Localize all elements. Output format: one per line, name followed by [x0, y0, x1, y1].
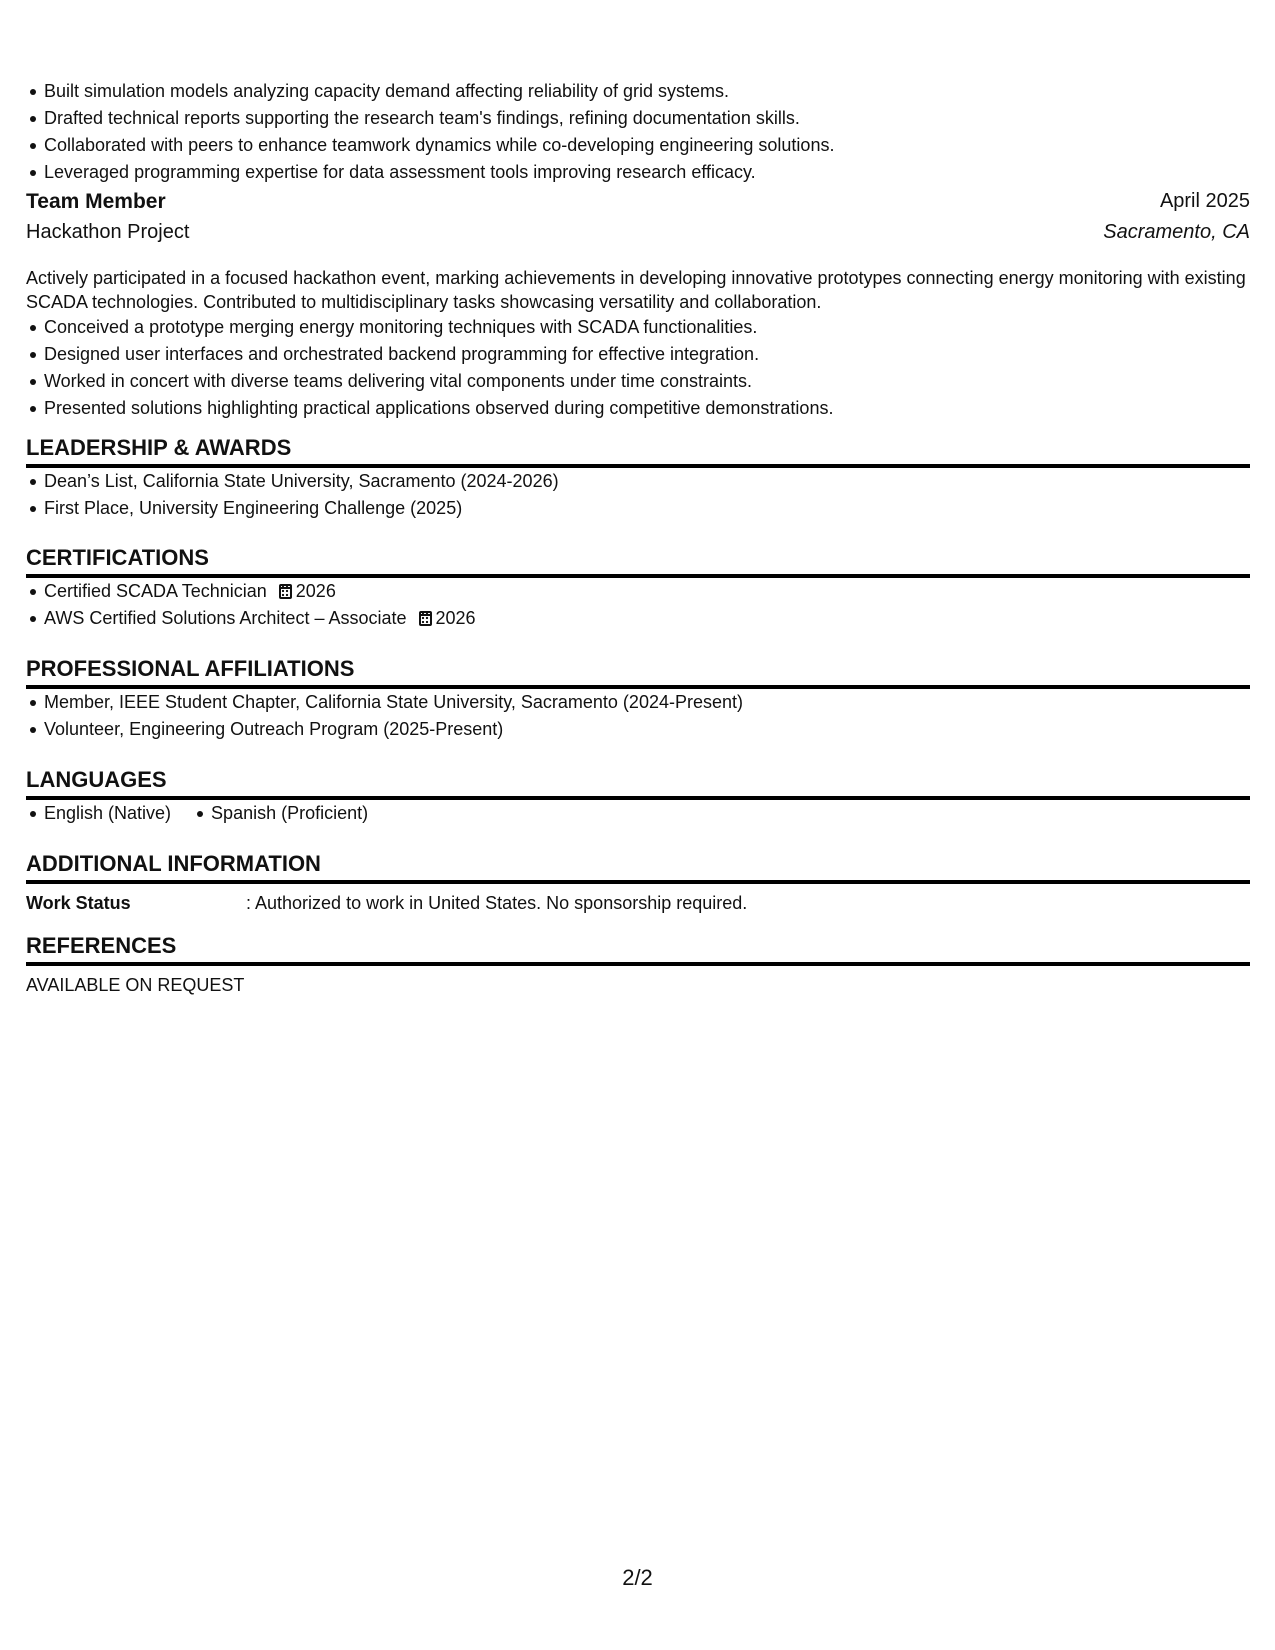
list-item: Presented solutions highlighting practical applications observed during competitive demonstrations. — [44, 395, 833, 422]
job-location: Sacramento, CA — [1103, 221, 1250, 243]
list-item — [44, 605, 1250, 632]
references-section — [26, 932, 1250, 999]
certifications-list — [26, 578, 1250, 632]
experience-bullet-list — [26, 78, 834, 186]
section-heading: CERTIFICATIONS — [26, 544, 1250, 578]
languages-section — [26, 766, 1250, 827]
list-item: Conceived a prototype merging energy monitoring techniques with SCADA functionalities. — [44, 314, 833, 341]
list-item: English (Native) — [26, 800, 171, 827]
list-item: Built simulation models analyzing capacity demand affecting reliability of grid systems. — [44, 78, 834, 105]
leadership-section — [26, 434, 1250, 522]
leadership-list — [26, 468, 1250, 522]
list-item: First Place, University Engineering Challenge (2025) — [44, 495, 1250, 522]
certification-name: AWS Certified Solutions Architect – Associate — [44, 608, 407, 628]
section-heading: LEADERSHIP & AWARDS — [26, 434, 1250, 468]
list-item: Volunteer, Engineering Outreach Program (2025-Present) — [44, 716, 1250, 743]
list-item: Designed user interfaces and orchestrated backend programming for effective integration. — [44, 341, 833, 368]
work-status-value: : Authorized to work in United States. No sponsorship required. — [246, 893, 748, 913]
affiliations-list — [26, 689, 1250, 743]
calendar-icon — [279, 584, 292, 599]
list-item: Member, IEEE Student Chapter, California State University, Sacramento (2024-Present) — [44, 689, 1250, 716]
section-heading: REFERENCES — [26, 932, 1250, 966]
list-item: Worked in concert with diverse teams delivering vital components under time constraints. — [44, 368, 833, 395]
references-text: AVAILABLE ON REQUEST — [26, 975, 245, 995]
job-title: Team Member — [26, 190, 166, 213]
list-item: Drafted technical reports supporting the research team's findings, refining documentation skills. — [44, 105, 834, 132]
section-heading: LANGUAGES — [26, 766, 1250, 800]
job-summary: Actively participated in a focused hackathon event, marking achievements in developing innovative prototypes connecting energy monitoring with existing SCADA technologies. Contributed to multidisciplinary tasks showcasing versatility and collaboration. — [26, 268, 1246, 312]
certification-year: 2026 — [295, 581, 336, 601]
list-item: Leveraged programming expertise for data assessment tools improving research efficacy. — [44, 159, 834, 186]
languages-list — [26, 800, 1250, 827]
list-item: Spanish (Proficient) — [193, 800, 368, 827]
certification-name: Certified SCADA Technician — [44, 581, 267, 601]
section-heading: PROFESSIONAL AFFILIATIONS — [26, 655, 1250, 689]
section-heading: ADDITIONAL INFORMATION — [26, 850, 1250, 884]
job-date: April 2025 — [1159, 190, 1250, 212]
certifications-section — [26, 544, 1250, 632]
work-status-row — [26, 890, 1250, 917]
list-item — [44, 578, 1250, 605]
job-bullet-list — [26, 314, 833, 422]
calendar-icon — [419, 611, 432, 626]
affiliations-section — [26, 655, 1250, 743]
job-organization: Hackathon Project — [26, 221, 190, 243]
list-item: Collaborated with peers to enhance teamwork dynamics while co-developing engineering solutions. — [44, 132, 834, 159]
additional-info-section — [26, 850, 1250, 917]
certification-year: 2026 — [435, 608, 476, 628]
work-status-label: Work Status — [26, 893, 131, 913]
list-item: Dean’s List, California State University, Sacramento (2024-2026) — [44, 468, 1250, 495]
page-number: 2/2 — [622, 1565, 653, 1590]
